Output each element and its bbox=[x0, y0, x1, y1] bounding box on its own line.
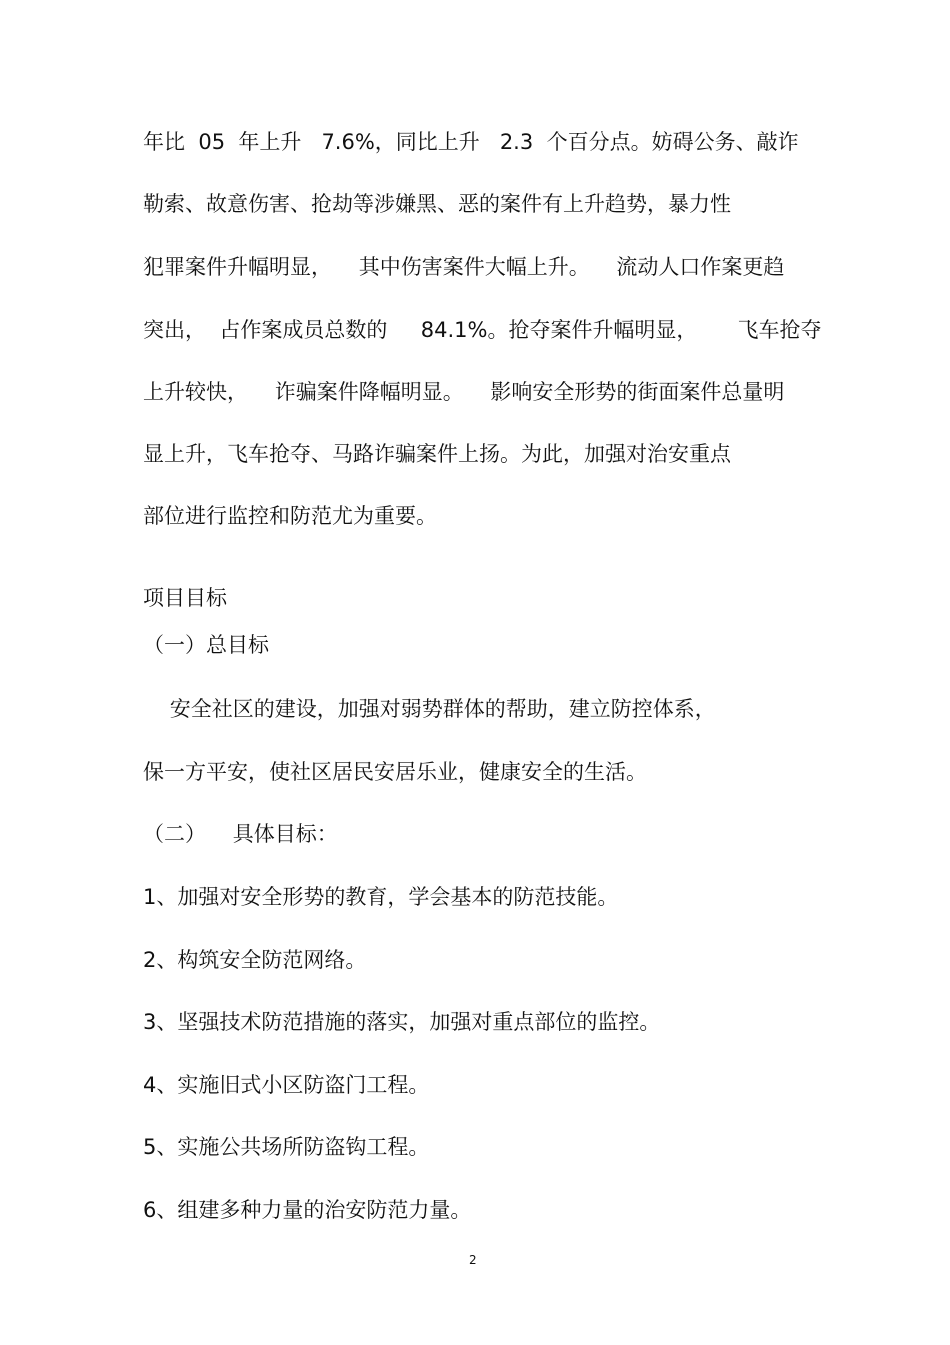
specific-goal-item-2: 2、构筑安全防范网络。 bbox=[143, 948, 367, 972]
specific-goal-item-4: 4、实施旧式小区防盗门工程。 bbox=[143, 1073, 430, 1097]
paragraph-line-7: 部位进行监控和防范尤为重要。 bbox=[143, 504, 437, 528]
paragraph-line-6: 显上升，飞车抢夺、马路诈骗案件上扬。为此，加强对治安重点 bbox=[143, 442, 731, 466]
paragraph-line-2: 勒索、故意伤害、抢劫等涉嫌黑、恶的案件有上升趋势，暴力性 bbox=[143, 192, 731, 216]
paragraph-line-1: 年比 05 年上升 7.6%，同比上升 2.3 个百分点。妨碍公务、敲诈 bbox=[143, 130, 799, 154]
general-goal-line-2: 保一方平安，使社区居民安居乐业，健康安全的生活。 bbox=[143, 760, 647, 784]
specific-goal-item-6: 6、组建多种力量的治安防范力量。 bbox=[143, 1198, 472, 1222]
general-goal-line-1: 安全社区的建设，加强对弱势群体的帮助，建立防控体系， bbox=[143, 697, 716, 721]
general-goal-heading: （一）总目标 bbox=[143, 633, 269, 657]
specific-goals-heading: （二） 具体目标： bbox=[143, 822, 338, 846]
page-number: 2 bbox=[469, 1253, 477, 1267]
specific-goal-item-3: 3、坚强技术防范措施的落实，加强对重点部位的监控。 bbox=[143, 1010, 661, 1034]
specific-goal-item-5: 5、实施公共场所防盗钩工程。 bbox=[143, 1135, 430, 1159]
section-heading: 项目目标 bbox=[143, 586, 227, 610]
specific-goal-item-1: 1、加强对安全形势的教育，学会基本的防范技能。 bbox=[143, 885, 619, 909]
paragraph-line-5: 上升较快， 诈骗案件降幅明显。 影响安全形势的街面案件总量明 bbox=[143, 380, 785, 404]
paragraph-line-4: 突出， 占作案成员总数的 84.1%。抢夺案件升幅明显， 飞车抢夺 bbox=[143, 318, 822, 342]
paragraph-line-3: 犯罪案件升幅明显， 其中伤害案件大幅上升。 流动人口作案更趋 bbox=[143, 255, 785, 279]
